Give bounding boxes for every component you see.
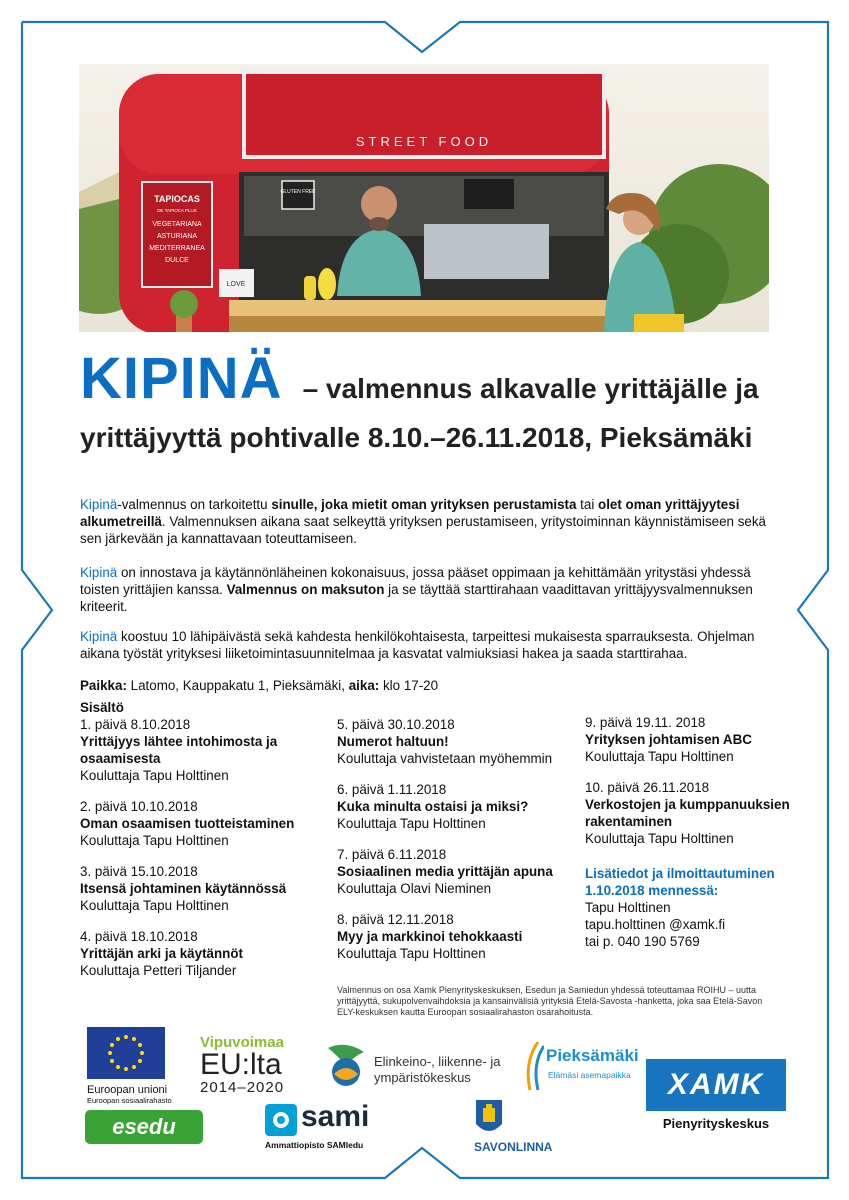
food-truck-photo (79, 64, 769, 332)
sami-logo: sami Ammattiopisto SAMIedu (265, 1100, 370, 1150)
love-sign: LOVE (226, 281, 246, 288)
contact-name: Tapu Holttinen (585, 900, 671, 915)
title-line-1 (80, 345, 800, 412)
intro-paragraph-3: Kipinä koostuu 10 lähipäivästä sekä kahdesta henkilökohtaisesta, tarpeittesi mukaisesta sparrauksesta. Ohjelman aikana työstät yrityksesi liiketoimintasuunnitelmaa ja kasvatat valmiuksiasi hakea ja saada starttirahaa. (80, 629, 755, 661)
title-line-2: yrittäjyyttä pohtivalle 8.10.–26.11.2018, Pieksämäki (80, 422, 753, 453)
menu-board-title: TAPIOCAS (154, 194, 200, 204)
vipuvoimaa-logo: Vipuvoimaa EU:lta 2014–2020 (200, 1034, 285, 1096)
title-line-1-rest: – valmennus alkavalle yrittäjälle ja (302, 373, 759, 404)
eu-logo: Euroopan unioni Euroopan sosiaalirahasto (87, 1027, 197, 1097)
schedule-day: 5. päivä 30.10.2018 Numerot haltuun! Kouluttaja vahvistetaan myöhemmin (337, 717, 553, 766)
schedule-day: 8. päivä 12.11.2018 Myy ja markkinoi tehokkaasti Kouluttaja Tapu Holttinen (337, 912, 523, 961)
intro-paragraph-1: Kipinä-valmennus on tarkoitettu sinulle, joka mietit oman yrityksen perustamista tai olet oman yrittäjyytesi alkumetreillä. Valmennuksen aikana saat selkeyttä yrityksen perustamiseen, yritystoiminnan käynnistämiseen sekä sen järkevään ja kannattavaan toteuttamiseen. (80, 497, 766, 546)
ely-logo: Elinkeino-, liikenne- ja ympäristökeskus (324, 1042, 514, 1092)
sami-emblem-icon (265, 1104, 297, 1136)
schedule-day: 1. päivä 8.10.2018 Yrittäjyys lähtee intohimosta ja osaamisesta Kouluttaja Tapu Holttinen (80, 717, 278, 783)
contact-heading: Lisätiedot ja ilmoittautuminen 1.10.2018 mennessä: (585, 866, 775, 898)
schedule-day: 7. päivä 6.11.2018 Sosiaalinen media yrittäjän apuna Kouluttaja Olavi Nieminen (337, 847, 553, 896)
street-food-sign: STREET FOOD (355, 134, 493, 149)
kipina-title: KIPINÄ (80, 346, 283, 411)
kipina-word: Kipinä (80, 629, 118, 644)
menu-board-subtitle: DE TAPIOCA PLUS (157, 208, 197, 213)
schedule-day: 2. päivä 10.10.2018 Oman osaamisen tuotteistaminen Kouluttaja Tapu Holttinen (80, 799, 295, 848)
menu-item: MEDITERRANEA (149, 245, 205, 252)
contact-email[interactable]: tapu.holttinen @xamk.fi (585, 917, 726, 932)
menu-item: DULCE (165, 257, 189, 264)
pieksamaki-track-icon (522, 1042, 544, 1090)
gluten-free-sign: GLUTEN FREE (280, 189, 316, 195)
schedule-column-3 (585, 714, 815, 950)
schedule-day: 6. päivä 1.11.2018 Kuka minulta ostaisi ja miksi? Kouluttaja Tapu Holttinen (337, 782, 529, 831)
xamk-logo: XAMK Pienyrityskeskus (646, 1059, 786, 1139)
schedule-day: 3. päivä 15.10.2018 Itsensä johtaminen käytännössä Kouluttaja Tapu Holttinen (80, 864, 287, 913)
schedule-column-1 (80, 716, 310, 993)
ely-emblem-icon (324, 1042, 368, 1090)
savonlinna-logo: SAVONLINNA (474, 1098, 574, 1158)
kipina-word: Kipinä (80, 565, 118, 580)
esedu-logo: esedu (85, 1110, 203, 1144)
schedule-day: 4. päivä 18.10.2018 Yrittäjän arki ja käytännöt Kouluttaja Petteri Tiljander (80, 929, 243, 978)
eu-flag-icon (87, 1027, 165, 1079)
schedule-column-2 (337, 716, 582, 976)
contact-info (585, 865, 815, 950)
menu-item: ASTURIANA (156, 233, 198, 240)
schedule-day: 9. päivä 19.11. 2018 Yrityksen johtamisen ABC Kouluttaja Tapu Holttinen (585, 715, 752, 764)
intro-paragraph-2: Kipinä on innostava ja käytännönläheinen kokonaisuus, jossa pääset oppimaan ja kehittämään yritystäsi yhdessä toisten yrittäjien kanssa. Valmennus on maksuton ja se täyttää starttirahaan vaadittavan yrittäjyysvalmennuksen kriteerit. (80, 565, 753, 614)
savonlinna-crest-icon (474, 1098, 504, 1138)
contact-phone: tai p. 040 190 5769 (585, 934, 700, 949)
schedule-day: 10. päivä 26.11.2018 Verkostojen ja kumppanuuksien rakentaminen Kouluttaja Tapu Holttinen (585, 780, 790, 846)
pieksamaki-logo: Pieksämäki Elämäsi asemapaikka (522, 1040, 642, 1094)
contents-heading: Sisältö (80, 700, 124, 715)
kipina-word: Kipinä (80, 497, 118, 512)
funding-note: Valmennus on osa Xamk Pienyrityskeskuksen, Esedun ja Samiedun yhdessä toteuttamaa ROIHU – uutta yrittäjyyttä, sukupolvenvaihdoksia ja kansainvälisiä yrityksiä Etelä-Savosta -hanketta, joka saa Etelä-Savon ELY-keskuksen kautta Euroopan sosiaalirahaston osarahoitusta. (337, 985, 763, 1017)
menu-item: VEGETARIANA (152, 221, 202, 228)
place-and-time: Paikka: Latomo, Kauppakatu 1, Pieksämäki, aika: klo 17-20 (80, 678, 439, 693)
